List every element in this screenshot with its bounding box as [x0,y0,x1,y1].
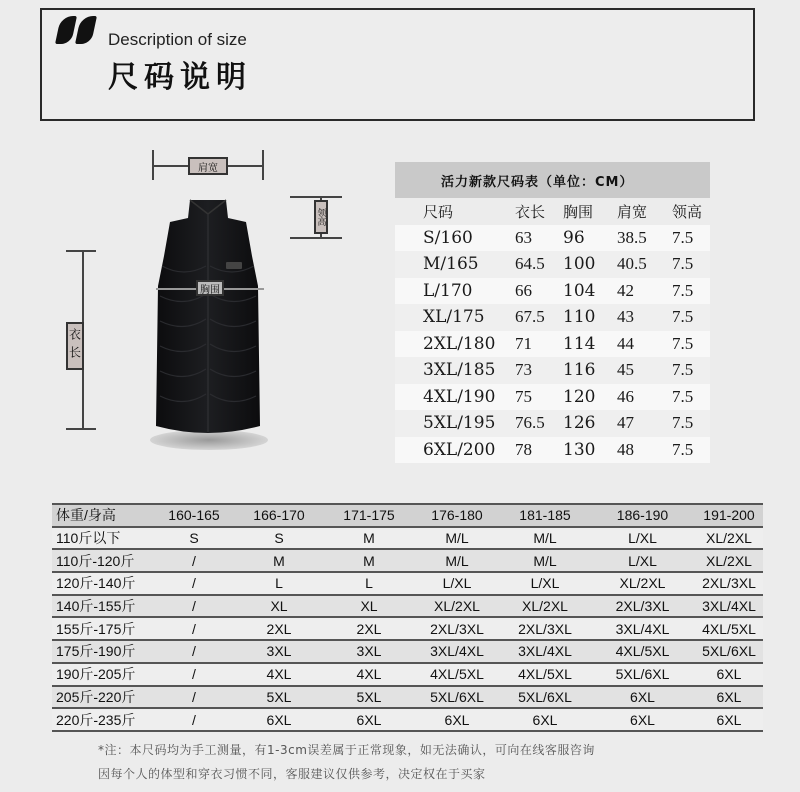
cell-chest: 110 [563,307,596,328]
table-cell: 6XL [414,708,500,731]
row-label: 155斤-175斤 [52,617,154,640]
table-cell: 5XL [324,686,414,709]
table-cell: 2XL/3XL [414,617,500,640]
cell-shoulder: 38.5 [617,227,647,247]
table-cell: 5XL/6XL [695,640,763,663]
cell-chest: 120 [563,386,596,407]
table-cell: M/L [500,527,590,550]
table-cell: / [154,663,234,686]
cell-size: 4XL/190 [423,386,496,407]
table-cell: / [154,708,234,731]
table-cell: XL/2XL [590,572,695,595]
table-row [52,549,763,572]
table-row [52,527,763,550]
cell-chest: 114 [563,333,596,354]
size-chart-title: 活力新款尺码表（单位：CM） [395,162,710,198]
table-cell: S [154,527,234,550]
cell-length: 67.5 [515,307,545,327]
cell-shoulder: 40.5 [617,254,647,274]
table-cell: L [324,572,414,595]
chest-label: 胸围 [196,280,224,296]
table-cell: 4XL/5XL [695,617,763,640]
row-label: 205斤-220斤 [52,686,154,709]
cell-length: 73 [515,360,532,380]
cell-length: 78 [515,439,532,459]
length-label: 衣长 [66,322,84,370]
cell-length: 75 [515,386,532,406]
table-cell: / [154,640,234,663]
table-cell: XL [234,595,324,618]
table-cell: 5XL [234,686,324,709]
table-cell: / [154,686,234,709]
shoulder-label: 肩宽 [188,157,228,175]
cell-shoulder: 48 [617,439,634,459]
cell-size: XL/175 [423,307,485,328]
table-cell: 4XL/5XL [590,640,695,663]
table-cell: 2XL [324,617,414,640]
table-cell: L/XL [414,572,500,595]
cell-chest: 96 [563,227,585,248]
table-cell: 5XL/6XL [414,686,500,709]
cell-shoulder: 42 [617,280,634,300]
table-row [52,663,763,686]
cell-collar: 7.5 [672,333,694,353]
size-chart-row [395,357,710,384]
cell-shoulder: 47 [617,413,634,433]
cell-length: 66 [515,280,532,300]
table-cell: 3XL/4XL [414,640,500,663]
cell-size: 2XL/180 [423,333,496,354]
table-cell: XL/2XL [500,595,590,618]
table-cell: L/XL [590,549,695,572]
row-label: 体重/身高 [52,504,154,527]
cell-chest: 104 [563,280,596,301]
cell-collar: 7.5 [672,413,694,433]
table-row [52,686,763,709]
table-cell: M/L [414,549,500,572]
size-chart-row [395,410,710,437]
cell-chest: 126 [563,413,596,434]
table-cell: XL [324,595,414,618]
title-en: Description of size [108,30,247,49]
size-chart-row [395,225,710,252]
cell-size: M/165 [423,254,479,275]
cell-size: 3XL/185 [423,360,496,381]
table-cell: S [234,527,324,550]
weight-table-header-row [52,504,763,527]
size-chart-row [395,251,710,278]
table-cell: 6XL [590,686,695,709]
cell-collar: 7.5 [672,386,694,406]
size-chart-row [395,437,710,464]
row-label: 120斤-140斤 [52,572,154,595]
size-chart-row [395,331,710,358]
size-chart-row [395,384,710,411]
table-cell: L [234,572,324,595]
table-cell: 176-180 [414,504,500,527]
row-label: 110斤-120斤 [52,549,154,572]
table-cell: 181-185 [500,504,590,527]
table-cell: 3XL [234,640,324,663]
cell-size: 6XL/200 [423,439,496,460]
table-cell: 160-165 [154,504,234,527]
cell-collar: 7.5 [672,360,694,380]
table-cell: 2XL [234,617,324,640]
table-cell: / [154,617,234,640]
table-cell: 5XL/6XL [590,663,695,686]
table-cell: M [324,549,414,572]
table-cell: 191-200 [695,504,763,527]
cell-length: 71 [515,333,532,353]
header-size: 尺码 [423,202,454,221]
table-cell: 6XL [695,663,763,686]
table-cell: / [154,595,234,618]
table-row [52,572,763,595]
note-line-2: 因每个人的体型和穿衣习惯不同，客服建议仅供参考，决定权在于买家 [98,767,486,781]
table-cell: XL/2XL [695,527,763,550]
table-cell: 6XL [695,708,763,731]
collar-label: 领高 [314,200,328,234]
table-cell: XL/2XL [695,549,763,572]
cell-shoulder: 45 [617,360,634,380]
header-shoulder: 肩宽 [617,202,648,221]
size-chart-header-row [395,198,710,225]
table-cell: 6XL [695,686,763,709]
header-chest: 胸围 [563,202,594,221]
cell-collar: 7.5 [672,254,694,274]
header-collar: 领高 [672,202,703,221]
table-cell: 2XL/3XL [500,617,590,640]
cell-size: L/170 [423,280,473,301]
row-label: 190斤-205斤 [52,663,154,686]
row-label: 175斤-190斤 [52,640,154,663]
cell-collar: 7.5 [672,307,694,327]
table-cell: 3XL [324,640,414,663]
table-row [52,640,763,663]
table-cell: M [324,527,414,550]
row-label: 110斤以下 [52,527,154,550]
table-cell: 166-170 [234,504,324,527]
table-row [52,617,763,640]
table-cell: L/XL [500,572,590,595]
cell-length: 64.5 [515,254,545,274]
table-cell: M/L [500,549,590,572]
cell-size: S/160 [423,227,473,248]
cell-collar: 7.5 [672,227,694,247]
cell-chest: 130 [563,439,596,460]
table-cell: 4XL/5XL [414,663,500,686]
header-length: 衣长 [515,202,546,221]
cell-chest: 100 [563,254,596,275]
table-cell: / [154,549,234,572]
cell-shoulder: 43 [617,307,634,327]
table-cell: M [234,549,324,572]
table-cell: 2XL/3XL [590,595,695,618]
cell-size: 5XL/195 [423,413,496,434]
table-cell: 6XL [500,708,590,731]
vest-image [148,196,268,441]
cell-collar: 7.5 [672,439,694,459]
cell-shoulder: 44 [617,333,634,353]
table-cell: XL/2XL [414,595,500,618]
table-cell: 2XL/3XL [695,572,763,595]
size-chart-table [395,162,710,463]
cell-length: 76.5 [515,413,545,433]
table-cell: 3XL/4XL [590,617,695,640]
table-cell: 4XL/5XL [500,663,590,686]
table-cell: 3XL/4XL [695,595,763,618]
table-cell: L/XL [590,527,695,550]
table-row [52,708,763,731]
table-cell: 6XL [234,708,324,731]
cell-chest: 116 [563,360,596,381]
cell-collar: 7.5 [672,280,694,300]
table-cell: 6XL [590,708,695,731]
table-row [52,595,763,618]
row-label: 220斤-235斤 [52,708,154,731]
note-line-1: *注：本尺码均为手工测量，有1-3cm误差属于正常现象，如无法确认，可向在线客服咨询 [98,743,595,757]
table-cell: 5XL/6XL [500,686,590,709]
table-cell: 186-190 [590,504,695,527]
row-label: 140斤-155斤 [52,595,154,618]
table-cell: / [154,572,234,595]
weight-height-table [52,503,763,732]
quote-mark-icon [58,16,98,46]
size-chart-row [395,278,710,305]
title-cn: 尺码说明 [108,60,252,95]
table-cell: M/L [414,527,500,550]
table-cell: 4XL [324,663,414,686]
size-chart-row [395,304,710,331]
table-cell: 3XL/4XL [500,640,590,663]
table-cell: 4XL [234,663,324,686]
table-cell: 6XL [324,708,414,731]
cell-shoulder: 46 [617,386,634,406]
table-cell: 171-175 [324,504,414,527]
cell-length: 63 [515,227,532,247]
